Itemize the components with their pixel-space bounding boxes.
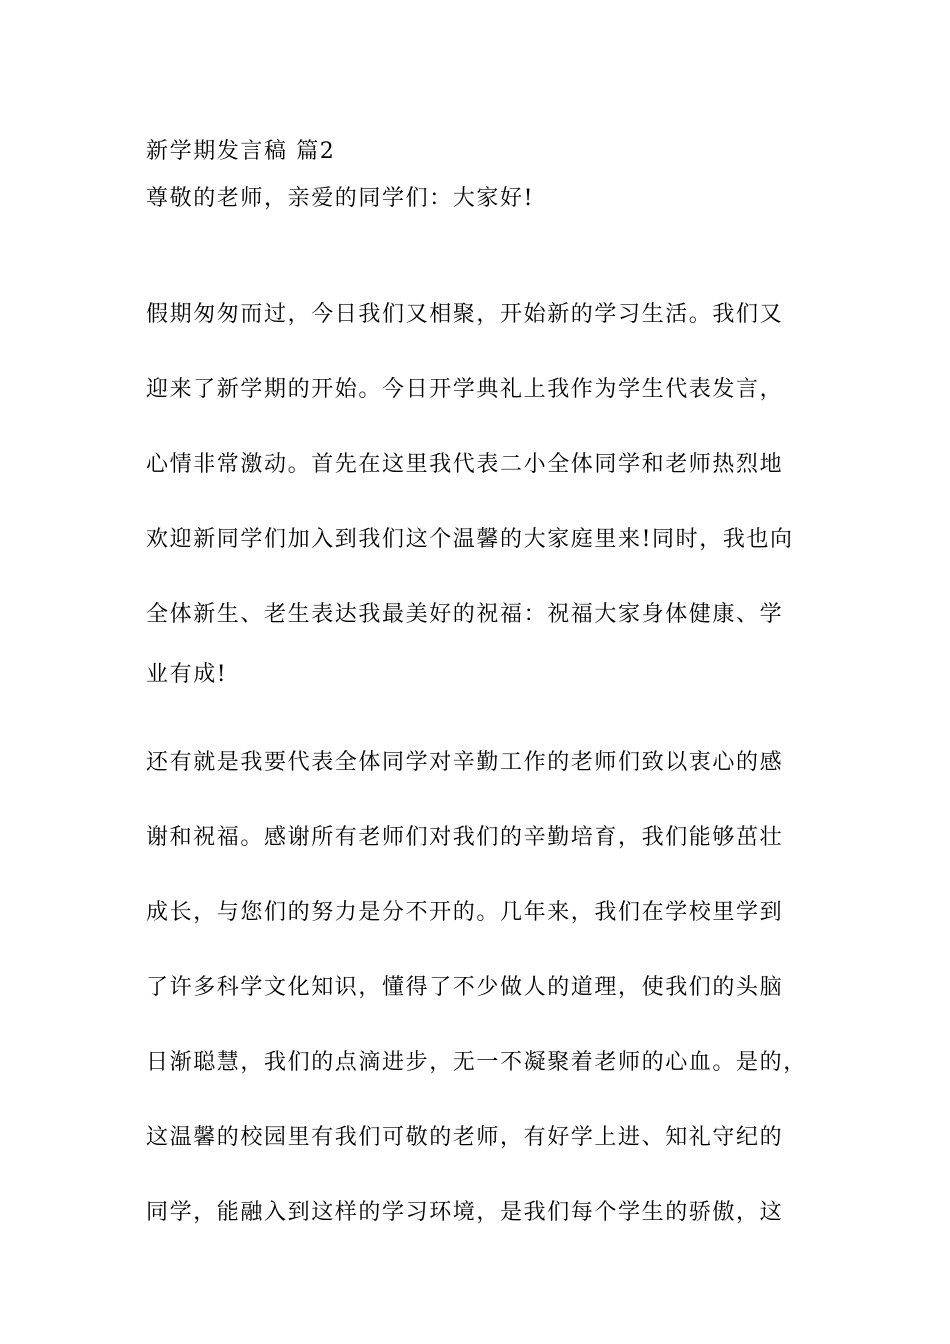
body-line: 了许多科学文化知识，懂得了不少做人的道理，使我们的头脑 [146, 975, 784, 1000]
greeting-line: 尊敬的老师，亲爱的同学们：大家好! [146, 186, 535, 211]
body-line: 这温馨的校园里有我们可敬的老师，有好学上进、知礼守纪的 [146, 1125, 784, 1150]
body-line: 心情非常激动。首先在这里我代表二小全体同学和老师热烈地 [146, 452, 784, 477]
body-line: 迎来了新学期的开始。今日开学典礼上我作为学生代表发言， [146, 377, 784, 402]
body-line: 假期匆匆而过，今日我们又相聚，开始新的学习生活。我们又 [146, 302, 784, 327]
body-line: 全体新生、老生表达我最美好的祝福：祝福大家身体健康、学 [146, 602, 784, 627]
body-line: 谢和祝福。感谢所有老师们对我们的辛勤培育，我们能够茁壮 [146, 825, 784, 850]
body-line: 同学，能融入到这样的学习环境，是我们每个学生的骄傲，这 [146, 1200, 784, 1225]
body-line: 欢迎新同学们加入到我们这个温馨的大家庭里来!同时，我也向 [146, 527, 794, 552]
body-line: 业有成! [146, 662, 228, 687]
body-line: 成长，与您们的努力是分不开的。几年来，我们在学校里学到 [146, 900, 784, 925]
document-title: 新学期发言稿 篇2 [146, 139, 336, 164]
body-line: 还有就是我要代表全体同学对辛勤工作的老师们致以衷心的感 [146, 750, 784, 775]
body-line: 日渐聪慧，我们的点滴进步，无一不凝聚着老师的心血。是的， [146, 1050, 807, 1075]
